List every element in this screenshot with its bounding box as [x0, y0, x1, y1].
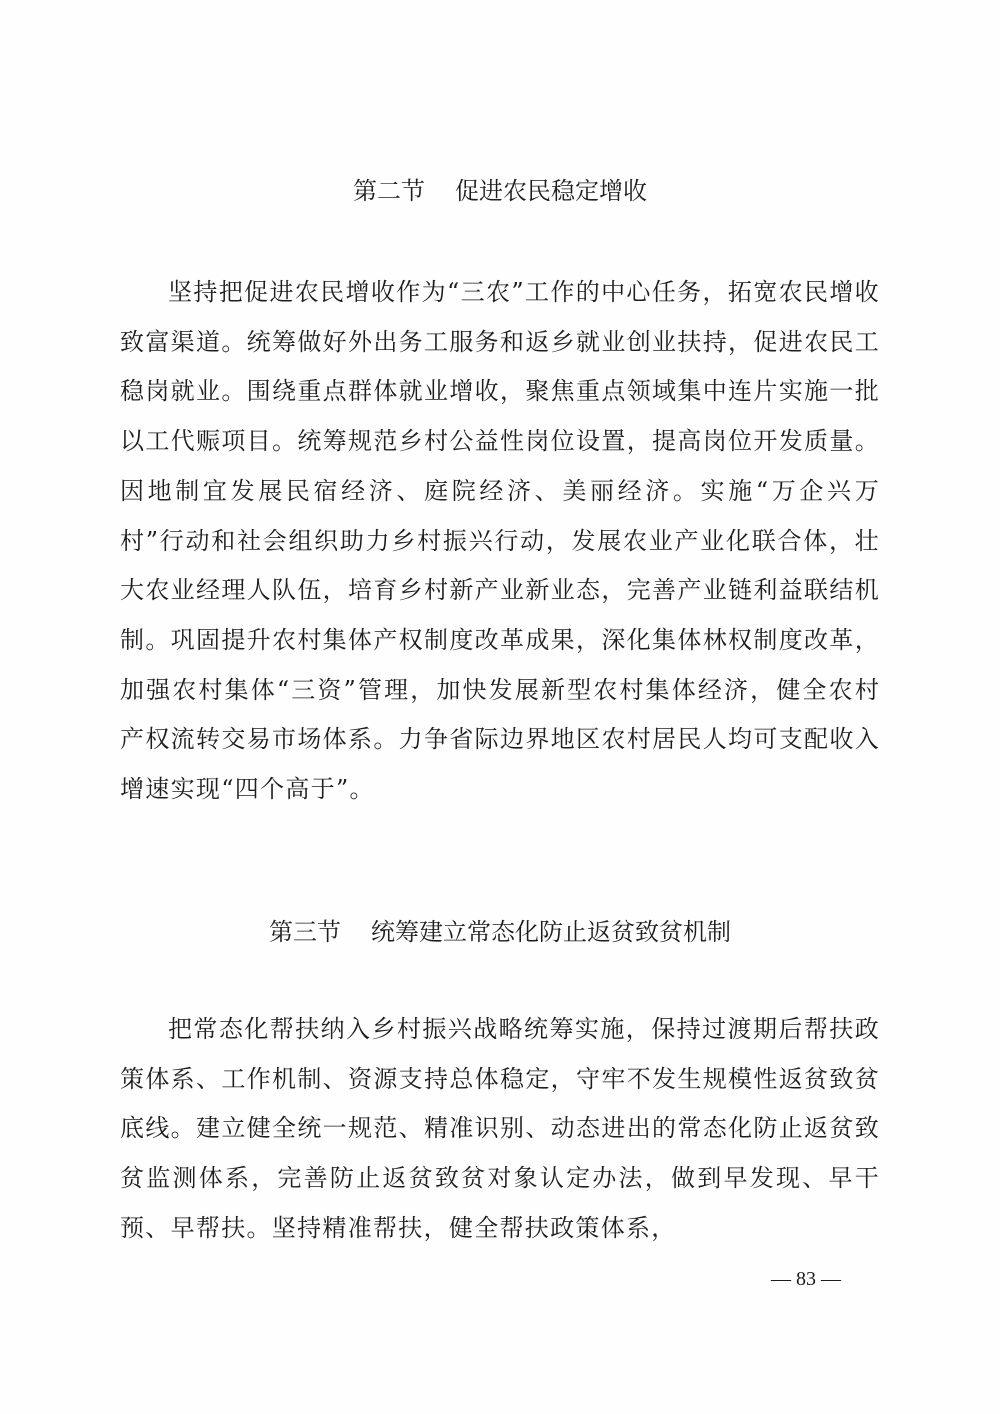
section-number: 第二节 — [353, 177, 425, 205]
section-number: 第三节 — [269, 918, 341, 946]
page-number: — 83 — — [771, 1268, 841, 1290]
section-heading — [120, 176, 880, 206]
section-title: 促进农民稳定增收 — [455, 177, 647, 205]
section-body-paragraph: 把常态化帮扶纳入乡村振兴战略统筹实施，保持过渡期后帮扶政策体系、工作机制、资源支持总体稳定，守牢不发生规模性返贫致贫底线。建立健全统一规范、精准识别、动态进出的常态化防止返贫致贫监测体系，完善防止返贫致贫对象认定办法，做到早发现、早干预、早帮扶。坚持精准帮扶，健全帮扶政策体系， — [120, 1015, 880, 1242]
section-heading — [120, 917, 880, 947]
section-title: 统筹建立常态化防止返贫致贫机制 — [371, 918, 731, 946]
section-body-paragraph: 坚持把促进农民增收作为“三农”工作的中心任务，拓宽农民增收致富渠道。统筹做好外出务工服务和返乡就业创业扶持，促进农民工稳岗就业。围绕重点群体就业增收，聚焦重点领域集中连片实施一批以工代赈项目。统筹规范乡村公益性岗位设置，提高岗位开发质量。因地制宜发展民宿经济、庭院经济、美丽经济。实施“万企兴万村”行动和社会组织助力乡村振兴行动，发展农业产业化联合体，壮大农业经理人队伍，培育乡村新产业新业态，完善产业链利益联结机制。巩固提升农村集体产权制度改革成果，深化集体林权制度改革，加强农村集体“三资”管理，加快发展新型农村集体经济，健全农村产权流转交易市场体系。力争省际边界地区农村居民人均可支配收入增速实现“四个高于”。 — [120, 278, 880, 804]
